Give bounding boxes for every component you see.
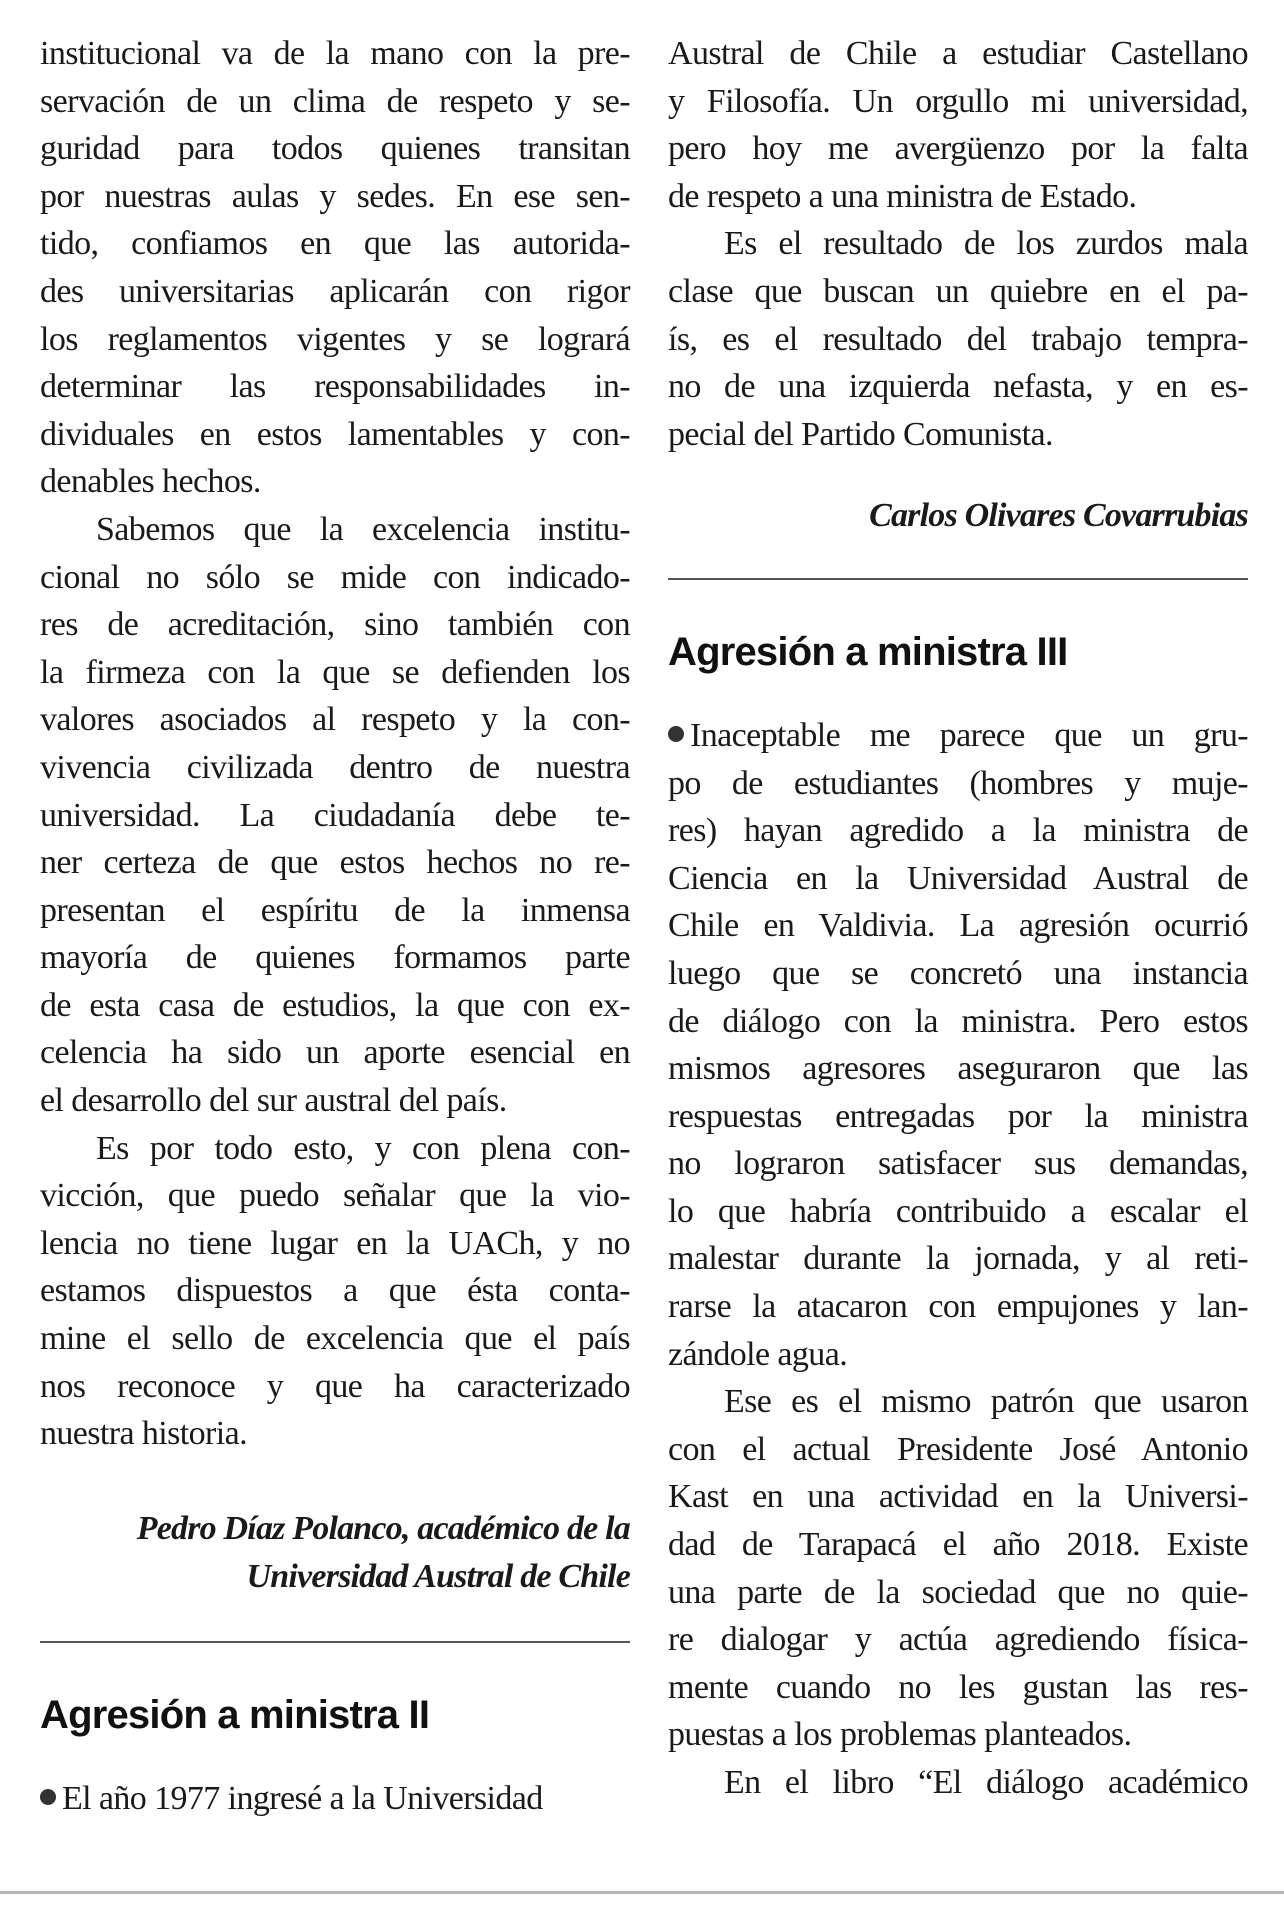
text-line: denables hechos.: [40, 463, 261, 501]
text-line: no lograron satisfacer sus demandas,: [668, 1145, 1248, 1183]
text-line: de respeto a una ministra de Estado.: [668, 177, 1137, 215]
text-line: mayoría de quienes formamos parte: [40, 939, 630, 977]
text-line: valores asociados al respeto y la con-: [40, 701, 630, 739]
text-line: dividuales en estos lamentables y con-: [40, 415, 630, 453]
text-line: pero hoy me avergüenzo por la falta: [668, 130, 1248, 168]
text-line: Ciencia en la Universidad Austral de: [668, 859, 1248, 897]
text-line: institucional va de la mano con la pre-: [40, 35, 630, 72]
text-line: tido, confiamos en que las autorida-: [40, 225, 630, 263]
text-line: lo que habría contribuido a escalar el: [668, 1192, 1248, 1230]
text-line: Ese es el mismo patrón que usaron: [724, 1383, 1248, 1421]
text-line: de esta casa de estudios, la que con ex-: [40, 986, 630, 1024]
text-line-content: Inaceptable me parece que un gru-: [690, 716, 1248, 754]
paragraph: [40, 1125, 630, 1458]
author-signature: [40, 1505, 630, 1600]
text-line: y Filosofía. Un orgullo mi universidad,: [668, 82, 1248, 120]
text-line: dad de Tarapacá el año 2018. Existe: [668, 1526, 1248, 1564]
author-signature: Carlos Olivares Covarrubias: [869, 497, 1248, 535]
text-line: rarse la atacaron con empujones y lan-: [668, 1288, 1248, 1326]
paragraph: [668, 220, 1248, 458]
text-line: por nuestras aulas y sedes. En ese sen-: [40, 177, 630, 215]
text-line: vivencia civilizada dentro de nuestra: [40, 748, 630, 786]
text-line: no de una izquierda nefasta, y en es-: [668, 368, 1248, 406]
bullet-icon: [668, 726, 684, 742]
text-line: Es el resultado de los zurdos mala: [724, 225, 1248, 263]
text-line: des universitarias aplicarán con rigor: [40, 272, 630, 310]
text-line: mismos agresores aseguraron que las: [668, 1050, 1248, 1088]
text-line: vicción, que puedo señalar que la vio-: [40, 1177, 630, 1215]
signature-line: Universidad Austral de Chile: [246, 1558, 630, 1595]
text-line: Austral de Chile a estudiar Castellano: [668, 35, 1248, 72]
text-line: servación de un clima de respeto y se-: [40, 82, 630, 120]
text-line: presentan el espíritu de la inmensa: [40, 891, 630, 929]
text-line: clase que buscan un quiebre en el pa-: [668, 272, 1248, 310]
paragraph: [668, 1378, 1248, 1759]
page-bottom-rule: [0, 1891, 1284, 1894]
paragraph: [40, 30, 630, 506]
text-line: el desarrollo del sur austral del país.: [40, 1082, 507, 1120]
text-line: [668, 712, 1248, 760]
text-line: Chile en Valdivia. La agresión ocurrió: [668, 907, 1248, 945]
text-line: puestas a los problemas planteados.: [668, 1716, 1132, 1754]
paragraph: [668, 30, 1248, 220]
text-line: nos reconoce y que ha caracterizado: [40, 1367, 630, 1405]
text-line: Es por todo esto, y con plena con-: [96, 1129, 630, 1167]
spacer: [40, 1458, 630, 1506]
text-line: una parte de la sociedad que no quie-: [668, 1573, 1248, 1611]
text-line: estamos dispuestos a que ésta conta-: [40, 1272, 630, 1310]
text-line: con el actual Presidente José Antonio: [668, 1430, 1248, 1468]
text-line: pecial del Partido Comunista.: [668, 415, 1053, 453]
text-line: re dialogar y actúa agrediendo física-: [668, 1621, 1248, 1659]
text-line: Sabemos que la excelencia institu-: [96, 510, 630, 548]
signature-line: Pedro Díaz Polanco, académico de la: [136, 1510, 630, 1548]
text-line: po de estudiantes (hombres y muje-: [668, 764, 1248, 802]
text-line: nuestra historia.: [40, 1415, 247, 1453]
text-line: guridad para todos quienes transitan: [40, 130, 630, 168]
text-line: determinar las responsabilidades in-: [40, 368, 630, 406]
text-line: mente cuando no les gustan las res-: [668, 1668, 1248, 1706]
text-line: zándole agua.: [668, 1335, 848, 1373]
paragraph: [668, 712, 1248, 1378]
text-line-content: El año 1977 ingresé a la Universidad: [62, 1779, 543, 1817]
text-line: res de acreditación, sino también con: [40, 606, 630, 644]
text-line: los reglamentos vigentes y se logrará: [40, 320, 630, 358]
text-line: cional no sólo se mide con indicado-: [40, 558, 630, 596]
text-line: lencia no tiene lugar en la UACh, y no: [40, 1224, 630, 1262]
left-column: [40, 30, 630, 1822]
section-heading: Agresión a ministra III: [668, 629, 1068, 674]
text-line: la firmeza con la que se defienden los: [40, 653, 630, 691]
text-line: En el libro “El diálogo académico: [724, 1764, 1248, 1801]
text-line: Kast en una actividad en la Universi-: [668, 1478, 1248, 1516]
paragraph: [40, 506, 630, 1125]
bullet-icon: [40, 1789, 56, 1805]
text-line: respuestas entregadas por la ministra: [668, 1097, 1248, 1135]
text-line: celencia ha sido un aporte esencial en: [40, 1034, 630, 1072]
text-line: ís, es el resultado del trabajo tempra-: [668, 320, 1248, 358]
text-line: universidad. La ciudadanía debe te-: [40, 796, 630, 834]
text-line: de diálogo con la ministra. Pero estos: [668, 1002, 1248, 1040]
text-line: mine el sello de excelencia que el país: [40, 1320, 630, 1358]
text-line: ner certeza de que estos hechos no re-: [40, 844, 630, 882]
text-line: [40, 1775, 630, 1823]
section-heading: Agresión a ministra II: [40, 1692, 430, 1737]
text-line: malestar durante la jornada, y al reti-: [668, 1240, 1248, 1278]
text-line: res) hayan agredido a la ministra de: [668, 812, 1248, 850]
right-column: [668, 30, 1248, 1807]
text-line: luego que se concretó una instancia: [668, 954, 1248, 992]
